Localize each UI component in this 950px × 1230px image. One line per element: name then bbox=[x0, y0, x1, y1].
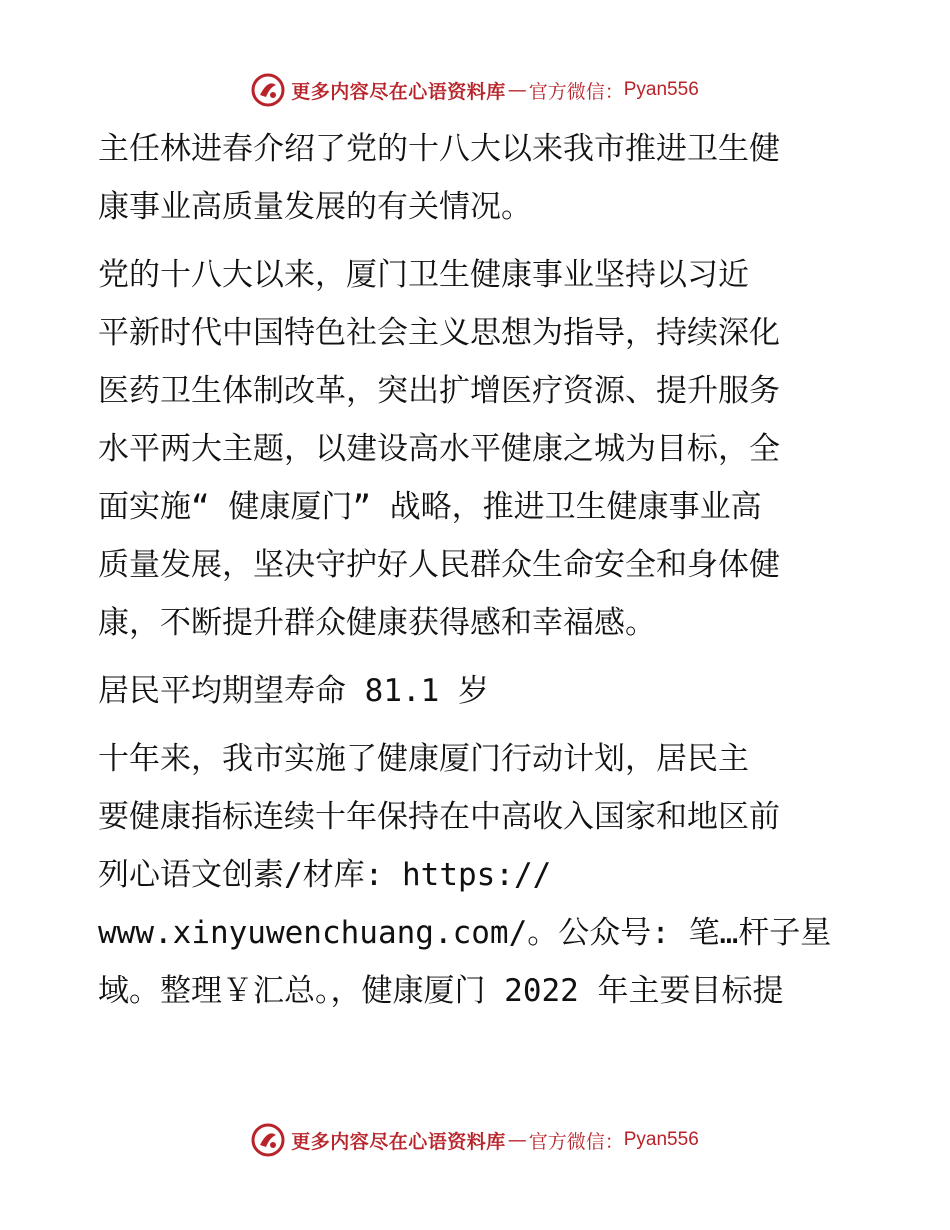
text-line: 水平两大主题，以建设高水平健康之城为目标，全 bbox=[98, 431, 780, 467]
text-line: 列心语文创素/材库: https:// bbox=[98, 857, 552, 893]
text-line: 平新时代中国特色社会主义思想为指导，持续深化 bbox=[98, 315, 780, 351]
text-line: 域。整理￥汇总。，健康厦门 2022 年主要目标提 bbox=[98, 973, 784, 1009]
header-banner bbox=[0, 70, 950, 110]
section-heading bbox=[98, 662, 858, 720]
paragraph-3 bbox=[98, 730, 858, 1020]
banner-title: 更多内容尽在心语资料库 bbox=[291, 1130, 506, 1153]
brand-logo-icon bbox=[251, 1123, 285, 1157]
brand-logo-icon bbox=[251, 73, 285, 107]
document-body bbox=[98, 120, 858, 1030]
banner-separator: — bbox=[507, 1129, 527, 1151]
text-line: 质量发展，坚决守护好人民群众生命安全和身体健 bbox=[98, 547, 780, 583]
banner-wechat-id: Pyan556 bbox=[623, 1129, 699, 1150]
banner-wechat-label: 官方微信： bbox=[528, 80, 624, 103]
text-line: 主任林进春介绍了党的十八大以来我市推进卫生健 bbox=[98, 131, 780, 167]
text-line: 面实施“ 健康厦门” 战略，推进卫生健康事业高 bbox=[98, 489, 762, 525]
banner-wechat-label: 官方微信： bbox=[528, 1130, 624, 1153]
text-line: 居民平均期望寿命 81.1 岁 bbox=[98, 673, 489, 709]
text-line: 医药卫生体制改革，突出扩增医疗资源、提升服务 bbox=[98, 373, 780, 409]
footer-banner bbox=[0, 1120, 950, 1160]
paragraph-2 bbox=[98, 246, 858, 652]
text-line: www.xinyuwenchuang.com/。公众号: 笔…杆子星 bbox=[98, 915, 832, 951]
text-line: 康，不断提升群众健康获得感和幸福感。 bbox=[98, 605, 656, 641]
text-line: 康事业高质量发展的有关情况。 bbox=[98, 189, 532, 225]
text-line: 十年来，我市实施了健康厦门行动计划，居民主 bbox=[98, 741, 749, 777]
banner-title: 更多内容尽在心语资料库 bbox=[291, 80, 506, 103]
text-line: 党的十八大以来，厦门卫生健康事业坚持以习近 bbox=[98, 257, 749, 293]
banner-separator: — bbox=[507, 79, 527, 101]
paragraph-1 bbox=[98, 120, 858, 236]
text-line: 要健康指标连续十年保持在中高收入国家和地区前 bbox=[98, 799, 780, 835]
banner-wechat-id: Pyan556 bbox=[623, 79, 699, 100]
